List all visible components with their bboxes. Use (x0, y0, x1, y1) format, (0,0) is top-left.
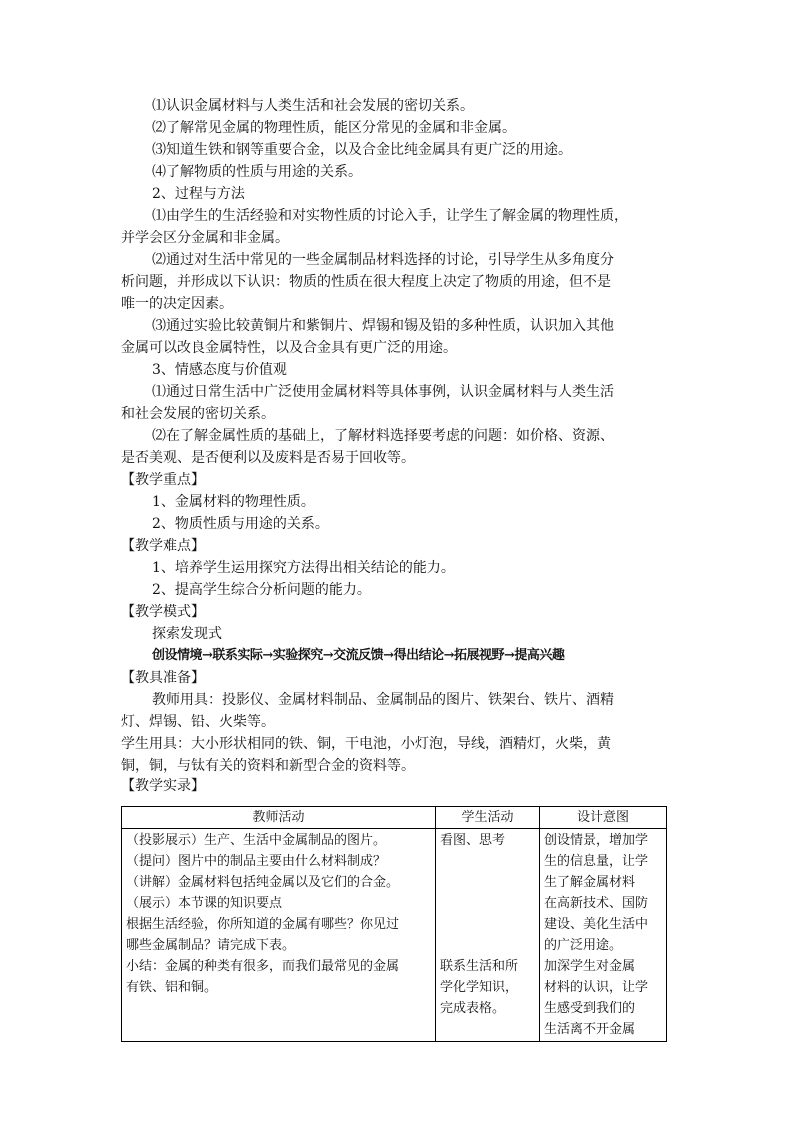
objective-3-1: ⑴通过日常生活中广泛使用金属材料等具体事例，认识金属材料与人类生活 (152, 384, 614, 400)
design-line: 材料的认识，让学 (544, 980, 649, 995)
design-line: 生活离不开金属 (544, 1022, 636, 1037)
teacher-line: （展示）本节课的知识要点 (126, 896, 283, 911)
teacher-line: （投影展示）生产、生活中金属制品的图片。 (126, 833, 387, 848)
student-line: 看图、思考 (440, 833, 506, 848)
difficulty-2: 2、提高学生综合分析问题的能力。 (152, 582, 371, 598)
objective-2-2-cont2: 唯一的决定因素。 (121, 296, 233, 312)
table-row (122, 829, 667, 1042)
student-materials: 学生用具：大小形状相同的铁、铜，干电池，小灯泡，导线，酒精灯，火柴，黄 (121, 736, 611, 752)
design-line: 创设情景，增加学 (544, 833, 649, 848)
header-student-activity: 学生活动 (436, 807, 540, 829)
teacher-materials-cont: 灯、焊锡、铅、火柴等。 (121, 714, 275, 730)
design-line: 生的信息量，让学 (544, 854, 649, 869)
objective-2-2-cont: 析问题，并形成以下认识：物质的性质在很大程度上决定了物质的用途，但不是 (121, 274, 611, 290)
teaching-flow: 创设情境→联系实际→实验探究→交流反馈→得出结论→拓展视野→提高兴趣 (152, 648, 565, 663)
objective-1-4: ⑷了解物质的性质与用途的关系。 (152, 164, 362, 180)
table-header-row (122, 807, 667, 829)
objective-1-1: ⑴认识金属材料与人类生活和社会发展的密切关系。 (152, 98, 474, 114)
heading-difficulties: 【教学难点】 (121, 538, 205, 554)
teacher-line: 根据生活经验，你所知道的金属有哪些？你见过 (126, 917, 400, 932)
design-line: 生感受到我们的 (544, 1001, 636, 1016)
design-line: 的广泛用途。 (544, 938, 623, 953)
student-spacer (440, 851, 535, 956)
teacher-activity-cell (122, 829, 436, 1042)
heading-teaching-mode: 【教学模式】 (121, 604, 205, 620)
objective-1-2: ⑵了解常见金属的物理性质，能区分常见的金属和非金属。 (152, 120, 516, 136)
section-heading-values: 3、情感态度与价值观 (152, 362, 287, 378)
design-line: 加深学生对金属 (544, 959, 636, 974)
heading-materials: 【教具准备】 (121, 670, 205, 686)
design-line: 生了解金属材料 (544, 875, 636, 890)
lesson-plan-table (121, 806, 667, 1042)
objective-2-2: ⑵通过对生活中常见的一些金属制品材料选择的讨论，引导学生从多角度分 (152, 252, 614, 268)
key-point-1: 1、金属材料的物理性质。 (152, 494, 315, 510)
objective-3-2: ⑵在了解金属性质的基础上，了解材料选择要考虑的问题：如价格、资源、 (152, 428, 614, 444)
section-heading-process: 2、过程与方法 (152, 186, 245, 202)
teacher-line: （提问）图片中的制品主要由什么材料制成？ (126, 854, 387, 869)
student-line: 完成表格。 (440, 1001, 506, 1016)
objective-2-1-cont: 并学会区分金属和非金属。 (121, 230, 289, 246)
teacher-line: 有铁、铝和铜。 (126, 980, 218, 995)
heading-teaching-record: 【教学实录】 (121, 778, 205, 794)
header-design-intent: 设计意图 (540, 807, 667, 829)
design-line: 建设、美化生活中 (544, 917, 649, 932)
header-teacher-activity: 教师活动 (122, 807, 436, 829)
student-activity-cell (436, 829, 540, 1042)
student-materials-cont: 铜，铜，与钛有关的资料和新型合金的资料等。 (121, 758, 415, 774)
objective-3-1-cont: 和社会发展的密切关系。 (121, 406, 275, 422)
objective-2-3-cont: 金属可以改良金属特性，以及合金具有更广泛的用途。 (121, 340, 457, 356)
design-line: 在高新技术、国防 (544, 896, 649, 911)
difficulty-1: 1、培养学生运用探究方法得出相关结论的能力。 (152, 560, 455, 576)
objective-1-3: ⑶知道生铁和钢等重要合金，以及合金比纯金属具有更广泛的用途。 (152, 142, 572, 158)
heading-key-points: 【教学重点】 (121, 472, 205, 488)
teacher-line: 小结：金属的种类有很多，而我们最常见的金属 (126, 959, 400, 974)
key-point-2: 2、物质性质与用途的关系。 (152, 516, 329, 532)
teaching-mode-name: 探索发现式 (152, 626, 222, 642)
objective-2-1: ⑴由学生的生活经验和对实物性质的讨论入手，让学生了解金属的物理性质， (152, 208, 628, 224)
design-intent-cell (540, 829, 667, 1042)
teacher-line: （讲解）金属材料包括纯金属以及它们的合金。 (126, 875, 400, 890)
objective-3-2-cont: 是否美观、是否便利以及废料是否易于回收等。 (121, 450, 415, 466)
student-line: 联系生活和所 (440, 959, 519, 974)
teacher-materials: 教师用具：投影仪、金属材料制品、金属制品的图片、铁架台、铁片、酒精 (152, 692, 614, 708)
student-line: 学化学知识， (440, 980, 519, 995)
objective-2-3: ⑶通过实验比较黄铜片和紫铜片、焊锡和锡及铅的多种性质，认识加入其他 (152, 318, 614, 334)
teacher-line: 哪些金属制品？请完成下表。 (126, 938, 296, 953)
